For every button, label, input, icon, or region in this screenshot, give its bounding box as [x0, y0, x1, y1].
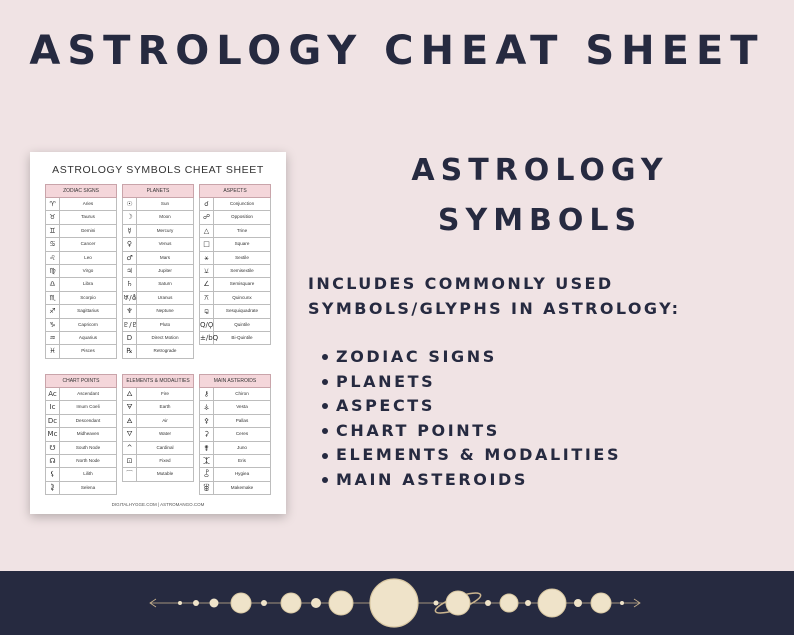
planet-icon: [485, 600, 491, 606]
bullet-dot-icon: [322, 428, 328, 434]
table-row: [45, 292, 117, 305]
table-row: [45, 415, 117, 428]
table-row: [122, 345, 194, 358]
page-title: ASTROLOGY CHEAT SHEET: [29, 28, 765, 74]
table-row: [122, 401, 194, 414]
glyph-icon: ♆: [123, 305, 137, 317]
glyph-icon: Ac: [46, 388, 60, 400]
row-label: Pallas: [235, 417, 249, 423]
glyph-icon: ⚵: [200, 442, 214, 454]
table-row: [45, 401, 117, 414]
table-row: [45, 252, 117, 265]
table-row: [199, 455, 271, 468]
row-label: Fire: [161, 391, 169, 396]
glyph-icon: ♑: [46, 319, 60, 331]
planet-icon: [231, 593, 251, 613]
main-asteroids-table: [199, 374, 271, 495]
table-row: [199, 211, 271, 224]
planet-icon: [281, 593, 301, 613]
subtitle-line-2: SYMBOLS: [437, 203, 643, 238]
row-label: Sagittarius: [77, 308, 99, 314]
row-label: Eris: [238, 457, 246, 463]
glyph-icon: ☋: [46, 442, 60, 454]
glyph-icon: ♍: [46, 265, 60, 277]
glyph-icon: ∠: [200, 278, 214, 290]
row-label: Chiron: [235, 391, 249, 396]
table-row: [45, 265, 117, 278]
list-item-label: MAIN ASTEROIDS: [336, 469, 529, 489]
glyph-icon: ☊: [46, 455, 60, 467]
row-label: Cardinal: [156, 444, 174, 450]
row-label: Sun: [160, 201, 170, 206]
glyph-icon: ♒: [46, 332, 60, 344]
row-label: Scorpio: [80, 294, 96, 300]
planets-table: [122, 184, 194, 359]
row-label: Aquarius: [78, 334, 98, 340]
table-row: [199, 319, 271, 332]
row-label: Mars: [159, 254, 171, 260]
table-row: [122, 238, 194, 251]
saturn-icon: [446, 591, 470, 615]
row-label: Leo: [84, 254, 92, 260]
glyph-icon: ⯰: [200, 455, 214, 467]
table-row: [122, 468, 194, 481]
sheet-footer: DIGITALHYGGE.COM | ASTROMANGO.COM: [111, 502, 205, 507]
table-row: [45, 482, 117, 495]
glyph-icon: ⚴: [200, 415, 214, 427]
list-item-label: ELEMENTS & MODALITIES: [336, 445, 622, 465]
table-row: [199, 332, 271, 345]
row-label: Sextile: [235, 254, 249, 260]
planet-icon: [500, 594, 518, 612]
bullet-dot-icon: [322, 379, 328, 385]
glyph-icon: ⚼: [200, 305, 214, 317]
row-label: Trine: [236, 227, 248, 233]
table-row: [199, 442, 271, 455]
row-label: Aries: [82, 201, 94, 206]
glyph-icon: ☉: [123, 198, 137, 210]
list-item: [322, 443, 621, 468]
row-label: Water: [158, 431, 172, 437]
table-row: [122, 292, 194, 305]
glyph-icon: ⚹: [200, 252, 214, 264]
planet-icon: [574, 599, 582, 607]
table-row: [45, 442, 117, 455]
row-label: Capricorn: [78, 321, 98, 327]
glyph-icon: ♇/♇: [123, 319, 137, 331]
glyph-icon: ♃: [123, 265, 137, 277]
row-label: Jupiter: [158, 267, 172, 273]
row-label: Air: [162, 417, 168, 423]
table-row: [45, 455, 117, 468]
planet-icon: [210, 599, 219, 608]
row-label: Libra: [82, 281, 94, 287]
planet-icon: [311, 598, 321, 608]
row-label: Ceres: [235, 431, 249, 437]
planet-icon: [538, 589, 566, 617]
glyph-icon: ⌒: [123, 468, 137, 480]
row-label: Square: [234, 241, 250, 247]
glyph-icon: ☍: [200, 211, 214, 223]
table-row: [199, 252, 271, 265]
row-label: Uranus: [157, 294, 173, 300]
row-label: Neptune: [156, 308, 174, 314]
row-label: Semisquare: [229, 281, 255, 287]
cheat-sheet-preview: [30, 152, 286, 514]
glyph-icon: ⚶: [200, 401, 214, 413]
table-row: [45, 468, 117, 481]
glyph-icon: ⯚: [200, 482, 214, 494]
glyph-icon: ⚻: [200, 292, 214, 304]
table-heading: MAIN ASTEROIDS: [199, 374, 271, 388]
row-label: Quintile: [234, 321, 250, 327]
glyph-icon: ♊: [46, 225, 60, 237]
table-row: [199, 198, 271, 211]
table-row: [122, 252, 194, 265]
table-row: [199, 482, 271, 495]
row-label: Moon: [159, 214, 171, 220]
table-row: [122, 278, 194, 291]
list-item-label: ZODIAC SIGNS: [336, 347, 497, 366]
glyph-icon: ♌: [46, 252, 60, 264]
row-label: Venus: [158, 241, 172, 247]
row-label: North Node: [76, 457, 100, 463]
planet-icon: [591, 593, 611, 613]
table-row: [199, 292, 271, 305]
row-label: Juno: [237, 444, 247, 450]
table-row: [45, 428, 117, 441]
glyph-icon: ♂: [123, 252, 137, 264]
row-label: Earth: [159, 404, 171, 410]
glyph-icon: ⯝: [46, 482, 60, 494]
table-heading: CHART POINTS: [45, 374, 117, 388]
glyph-icon: ⚷: [200, 388, 214, 400]
list-item-label: PLANETS: [336, 371, 436, 391]
list-item: [322, 468, 621, 493]
table-row: [45, 225, 117, 238]
bullet-dot-icon: [322, 477, 328, 483]
table-row: [45, 238, 117, 251]
table-row: [45, 278, 117, 291]
table-row: [45, 388, 117, 401]
star-dot-icon: [178, 601, 182, 605]
table-heading: ASPECTS: [199, 184, 271, 198]
glyph-icon: 🜁: [123, 415, 137, 427]
row-label: Fixed: [159, 457, 171, 463]
row-label: Lilith: [83, 471, 93, 477]
row-label: South Node: [75, 444, 101, 450]
row-label: Ascendant: [77, 391, 99, 396]
table-heading: ELEMENTS & MODALITIES: [122, 374, 194, 388]
row-label: Conjunction: [229, 201, 255, 206]
table-row: [122, 305, 194, 318]
table-row: [122, 265, 194, 278]
table-row: [122, 225, 194, 238]
glyph-icon: D: [123, 332, 137, 344]
glyph-icon: △: [200, 225, 214, 237]
table-row: [45, 332, 117, 345]
table-row: [199, 388, 271, 401]
row-label: Vesta: [236, 404, 248, 410]
table-row: [199, 415, 271, 428]
glyph-icon: ♈: [46, 198, 60, 210]
glyph-icon: Ic: [46, 401, 60, 413]
glyph-icon: Dc: [46, 415, 60, 427]
table-row: [45, 345, 117, 358]
glyph-icon: ♎: [46, 278, 60, 290]
row-label: Descendant: [75, 417, 101, 423]
star-dot-icon: [620, 601, 624, 605]
glyph-icon: ♓: [46, 345, 60, 357]
row-label: Cancer: [80, 241, 96, 247]
table-row: [45, 319, 117, 332]
table-heading: ZODIAC SIGNS: [45, 184, 117, 198]
table-row: [45, 198, 117, 211]
table-row: [199, 265, 271, 278]
table-row: [199, 401, 271, 414]
glyph-icon: ☽: [123, 211, 137, 223]
glyph-icon: ♉: [46, 211, 60, 223]
chart-points-table: [45, 374, 117, 495]
table-row: [199, 468, 271, 481]
bullet-dot-icon: [322, 354, 328, 360]
bullet-dot-icon: [322, 403, 328, 409]
elements-modalities-table: [122, 374, 194, 482]
glyph-icon: ⯛: [200, 468, 214, 480]
glyph-icon: ♄: [123, 278, 137, 290]
row-label: Mutable: [156, 471, 174, 477]
table-row: [45, 305, 117, 318]
list-item: [322, 370, 621, 395]
sheet-title: ASTROLOGY SYMBOLS CHEAT SHEET: [52, 164, 264, 176]
planets-illustration: [0, 571, 794, 635]
row-label: Pluto: [159, 321, 171, 327]
row-label: Pisces: [81, 348, 95, 354]
row-label: Quincunx: [232, 294, 252, 300]
table-row: [122, 332, 194, 345]
glyph-icon: ⊡: [123, 455, 137, 467]
table-heading: PLANETS: [122, 184, 194, 198]
row-label: Retrograde: [153, 348, 177, 354]
list-item: [322, 394, 621, 419]
zodiac-signs-table: [45, 184, 117, 359]
row-label: Makemake: [230, 484, 254, 490]
planet-icon: [193, 600, 199, 606]
table-row: [45, 211, 117, 224]
glyph-icon: ±/bQ: [200, 332, 214, 344]
row-label: Imum Coeli: [76, 404, 100, 410]
glyph-icon: ♏: [46, 292, 60, 304]
glyph-icon: ☿: [123, 225, 137, 237]
table-row: [199, 278, 271, 291]
planets-banner: [0, 571, 794, 635]
list-item-label: ASPECTS: [336, 396, 435, 416]
row-label: Semisextile: [230, 267, 254, 273]
glyph-icon: ♀: [123, 238, 137, 250]
glyph-icon: ⚺: [200, 265, 214, 277]
row-label: Midheaven: [76, 431, 100, 437]
row-label: Selena: [80, 484, 96, 490]
glyph-icon: ♅/⛢: [123, 292, 137, 304]
row-label: Direct Motion: [151, 334, 179, 340]
table-row: [122, 415, 194, 428]
glyph-icon: □: [200, 238, 214, 250]
includes-line-1: INCLUDES COMMONLY USED: [308, 274, 614, 293]
glyph-icon: ♐: [46, 305, 60, 317]
glyph-icon: ℞: [123, 345, 137, 357]
list-item-label: CHART POINTS: [336, 420, 500, 440]
table-row: [199, 238, 271, 251]
table-row: [122, 388, 194, 401]
glyph-icon: ^: [123, 442, 137, 454]
glyph-icon: Q/Ϙ: [200, 319, 214, 331]
table-row: [122, 428, 194, 441]
table-row: [122, 198, 194, 211]
glyph-icon: ☌: [200, 198, 214, 210]
feature-list: [322, 345, 621, 493]
table-row: [122, 442, 194, 455]
row-label: Bi-Quintile: [231, 334, 253, 340]
row-label: Hygiea: [234, 471, 250, 477]
glyph-icon: ⚸: [46, 468, 60, 480]
list-item: [322, 345, 621, 370]
glyph-icon: 🜃: [123, 401, 137, 413]
row-label: Virgo: [82, 267, 94, 273]
glyph-icon: 🜂: [123, 388, 137, 400]
table-row: [199, 225, 271, 238]
subtitle-line-1: ASTROLOGY: [411, 153, 669, 188]
row-label: Opposition: [231, 214, 253, 220]
sun-icon: [370, 579, 418, 627]
planet-icon: [261, 600, 267, 606]
aspects-table: [199, 184, 271, 345]
table-row: [122, 455, 194, 468]
planet-icon: [329, 591, 353, 615]
row-label: Mercury: [156, 227, 174, 233]
planet-icon: [525, 600, 531, 606]
includes-line-2: SYMBOLS/GLYPHS IN ASTROLOGY:: [308, 299, 681, 318]
row-label: Taurus: [81, 214, 95, 220]
glyph-icon: ⚳: [200, 428, 214, 440]
table-row: [122, 211, 194, 224]
table-row: [199, 305, 271, 318]
table-row: [199, 428, 271, 441]
bullet-dot-icon: [322, 453, 328, 459]
row-label: Gemini: [80, 227, 96, 233]
glyph-icon: Mc: [46, 428, 60, 440]
row-label: Sesquiquadrate: [225, 308, 259, 314]
glyph-icon: ♋: [46, 238, 60, 250]
glyph-icon: 🜄: [123, 428, 137, 440]
planet-icon: [434, 601, 439, 606]
list-item: [322, 419, 621, 444]
row-label: Saturn: [158, 281, 172, 287]
table-row: [122, 319, 194, 332]
